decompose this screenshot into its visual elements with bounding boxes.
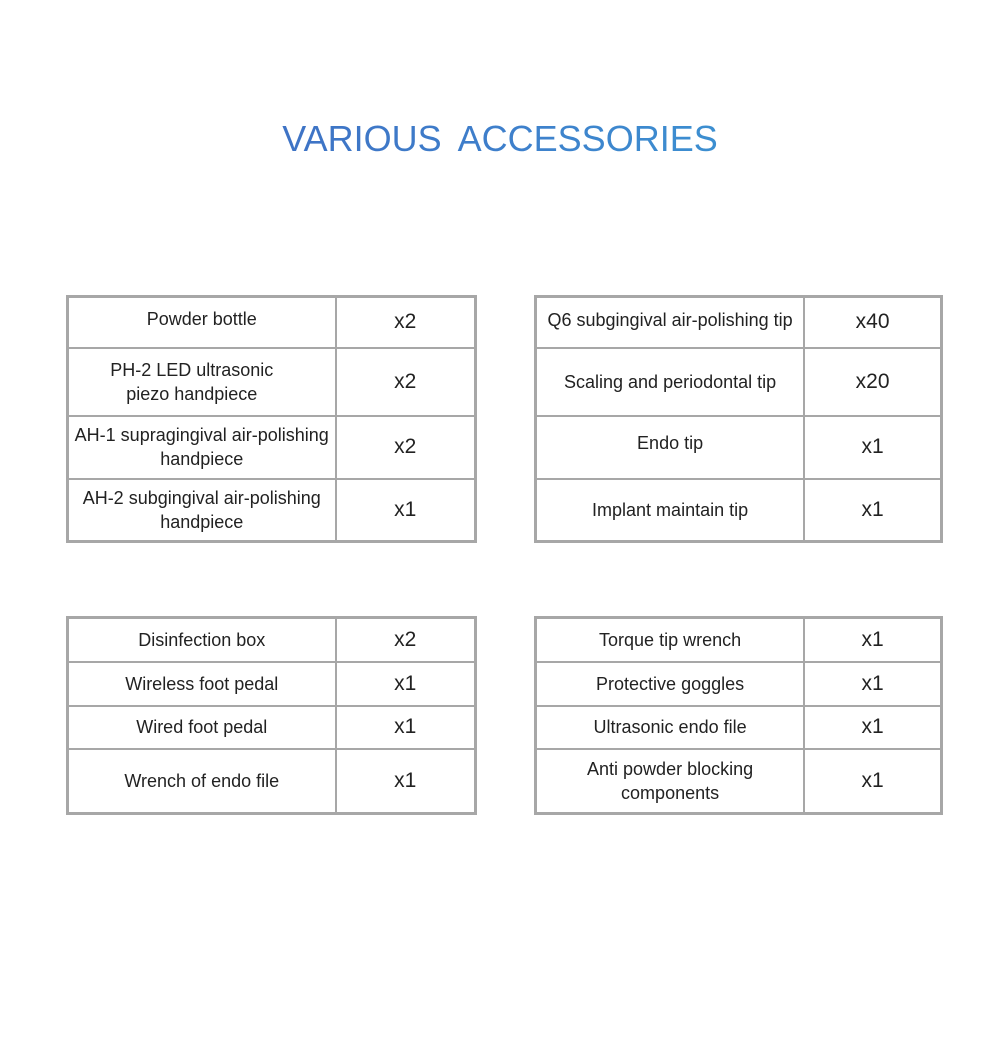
item-quantity: x1 bbox=[804, 618, 941, 662]
item-name: Wireless foot pedal bbox=[68, 662, 336, 706]
item-quantity: x1 bbox=[804, 706, 941, 749]
item-name: Scaling and periodontal tip bbox=[536, 348, 805, 416]
table-row bbox=[68, 618, 476, 662]
table-row bbox=[536, 662, 942, 706]
item-name: Endo tip bbox=[536, 416, 805, 479]
accessories-table-tools bbox=[534, 616, 943, 815]
item-name: Anti powder blocking components bbox=[536, 749, 805, 814]
item-name: Torque tip wrench bbox=[536, 618, 805, 662]
item-quantity: x1 bbox=[336, 749, 476, 814]
table-row bbox=[536, 348, 942, 416]
item-quantity: x2 bbox=[336, 348, 476, 416]
page-title: VARIOUS ACCESSORIES bbox=[0, 118, 1000, 160]
item-quantity: x1 bbox=[336, 706, 476, 749]
item-name: Q6 subgingival air-polishing tip bbox=[536, 297, 805, 348]
table-row bbox=[536, 479, 942, 542]
table-row bbox=[68, 706, 476, 749]
accessories-table-handpieces bbox=[66, 295, 477, 543]
table-row bbox=[536, 749, 942, 814]
item-name: AH-1 supragingival air-polishing handpiece bbox=[68, 416, 336, 479]
item-name: Wrench of endo file bbox=[68, 749, 336, 814]
item-quantity: x40 bbox=[804, 297, 941, 348]
table-row bbox=[68, 479, 476, 542]
item-quantity: x1 bbox=[336, 662, 476, 706]
item-quantity: x2 bbox=[336, 416, 476, 479]
item-name: PH-2 LED ultrasonic piezo handpiece bbox=[68, 348, 336, 416]
table-row bbox=[536, 706, 942, 749]
item-name: Protective goggles bbox=[536, 662, 805, 706]
table-row bbox=[68, 662, 476, 706]
table-row bbox=[536, 297, 942, 348]
item-name: Powder bottle bbox=[68, 297, 336, 348]
item-name: Ultrasonic endo file bbox=[536, 706, 805, 749]
item-name: Wired foot pedal bbox=[68, 706, 336, 749]
item-quantity: x2 bbox=[336, 297, 476, 348]
item-name: AH-2 subgingival air-polishing handpiece bbox=[68, 479, 336, 542]
item-name: Implant maintain tip bbox=[536, 479, 805, 542]
accessories-table-tips bbox=[534, 295, 943, 543]
item-quantity: x2 bbox=[336, 618, 476, 662]
table-row bbox=[68, 749, 476, 814]
item-quantity: x1 bbox=[804, 416, 941, 479]
item-quantity: x1 bbox=[804, 479, 941, 542]
accessories-table-pedals bbox=[66, 616, 477, 815]
table-row bbox=[68, 348, 476, 416]
item-quantity: x1 bbox=[336, 479, 476, 542]
item-name: Disinfection box bbox=[68, 618, 336, 662]
table-row bbox=[536, 618, 942, 662]
table-row bbox=[536, 416, 942, 479]
table-row bbox=[68, 297, 476, 348]
item-quantity: x20 bbox=[804, 348, 941, 416]
item-quantity: x1 bbox=[804, 749, 941, 814]
item-quantity: x1 bbox=[804, 662, 941, 706]
table-row bbox=[68, 416, 476, 479]
